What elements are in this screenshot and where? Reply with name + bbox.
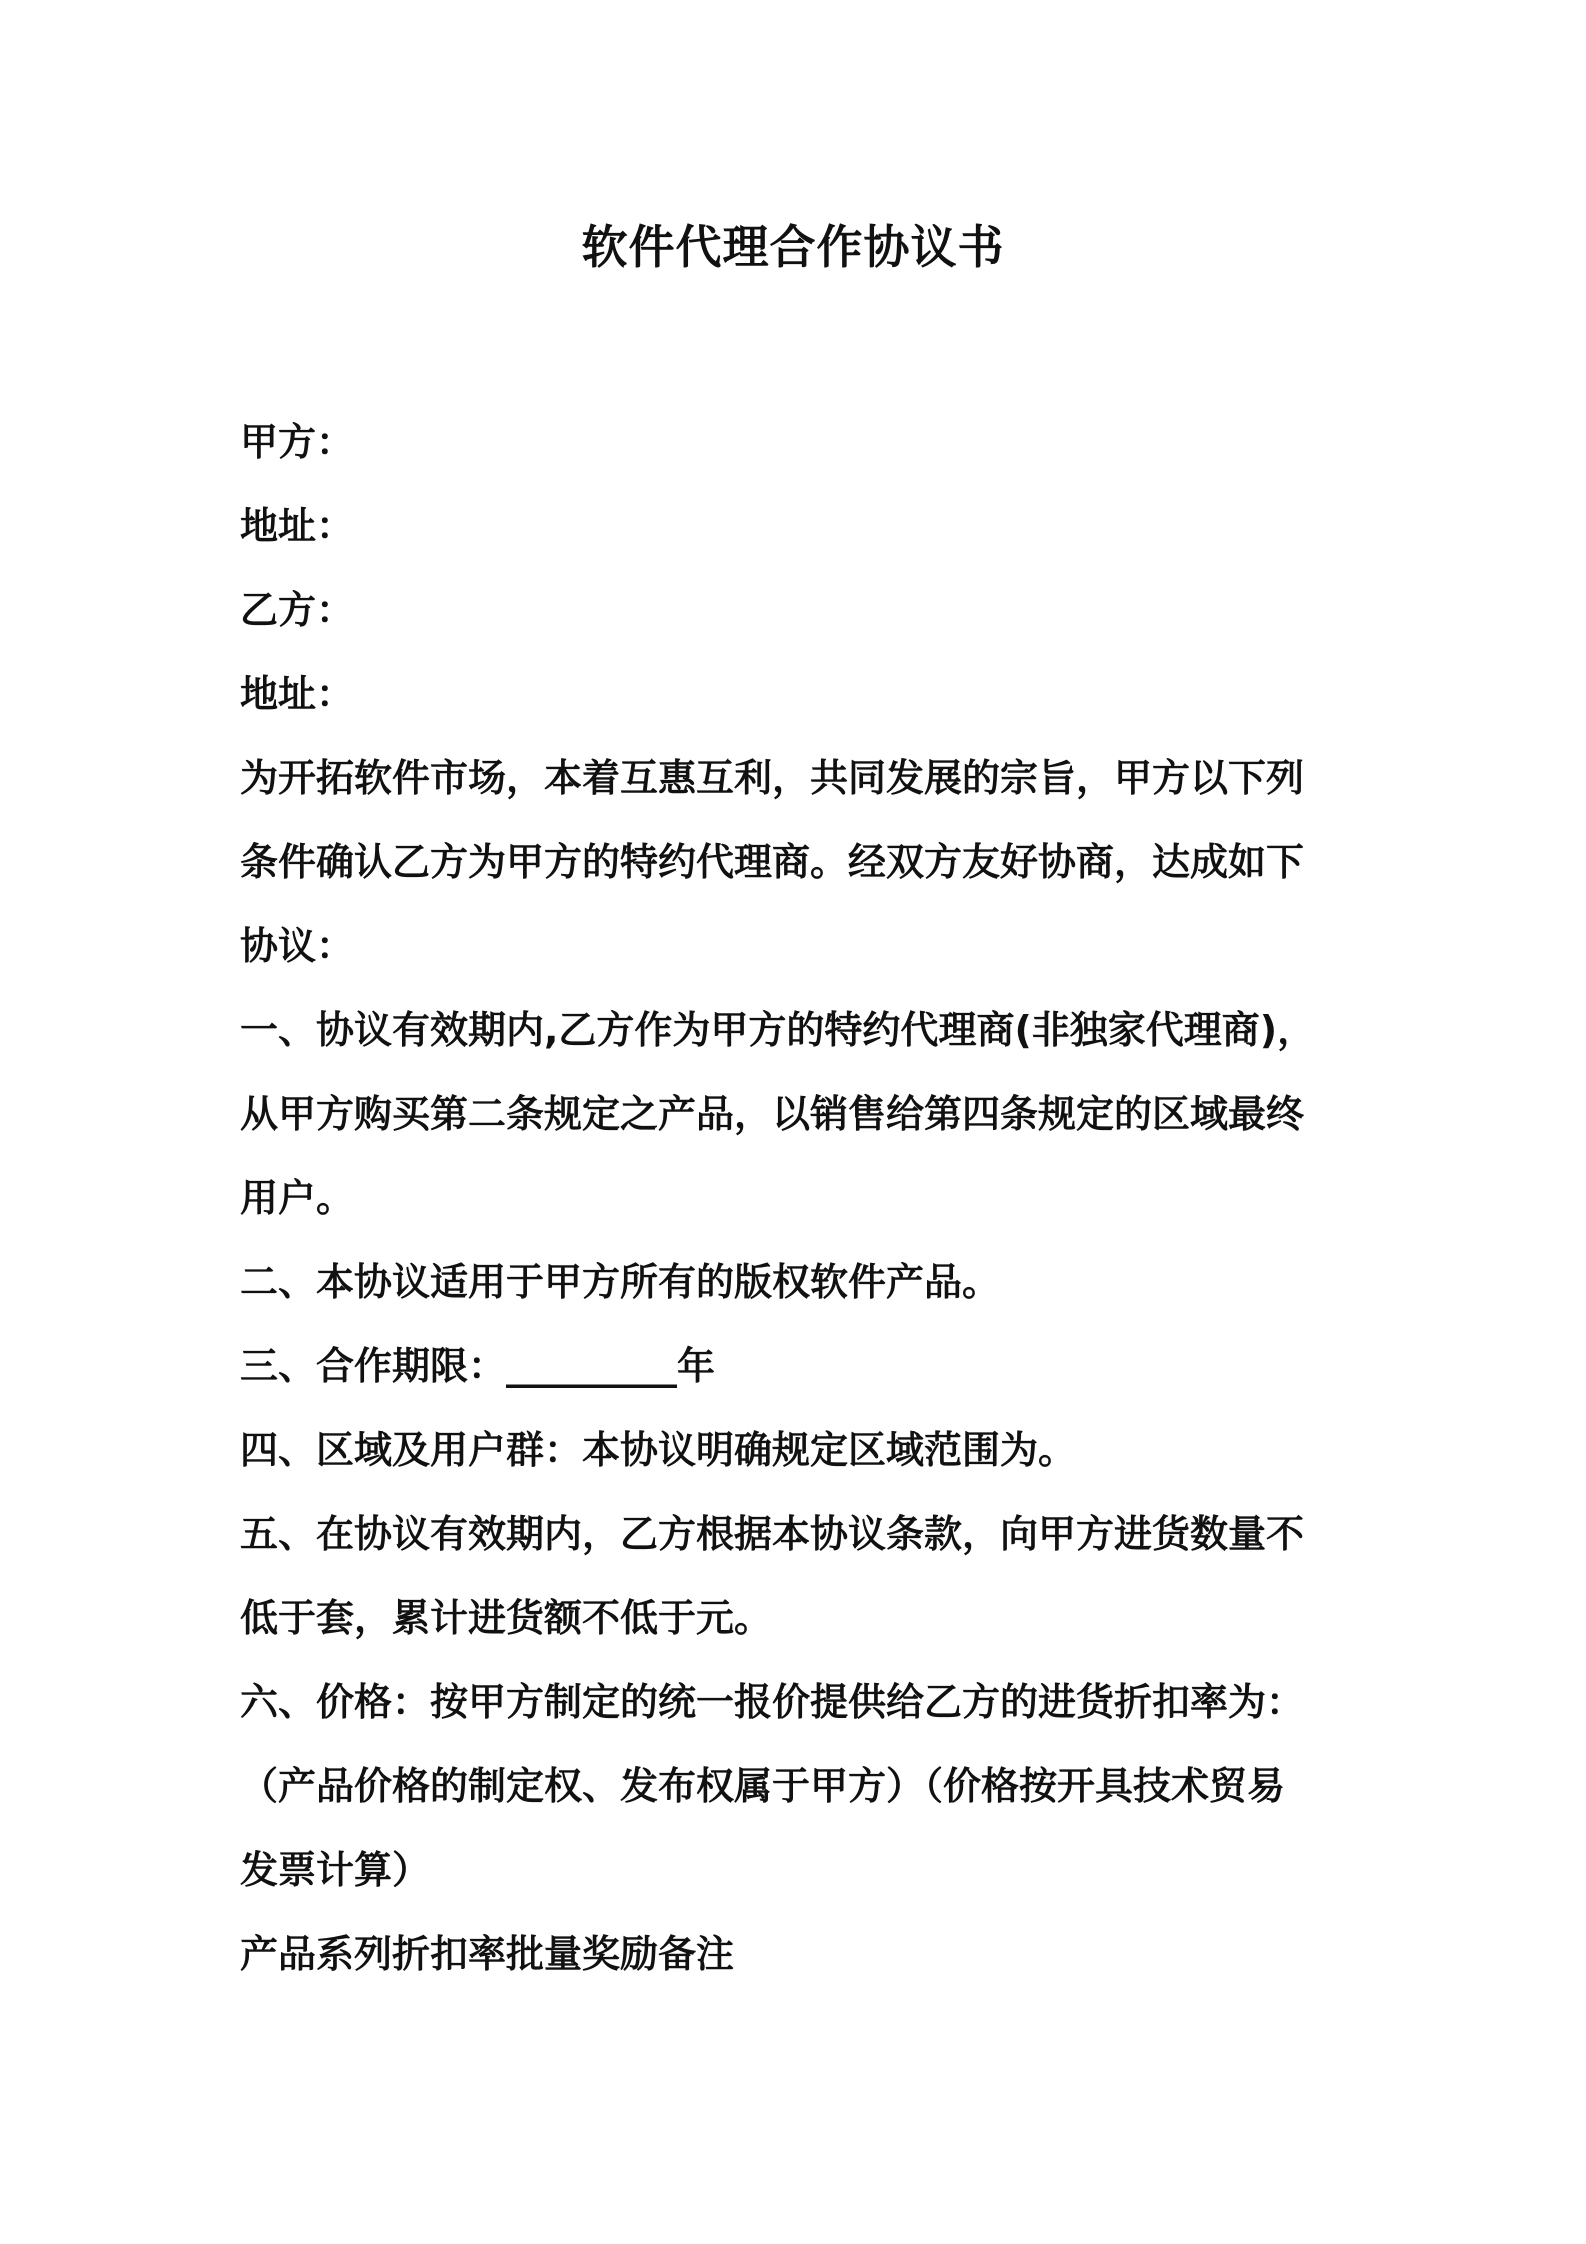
- clause-4: 四、区域及用户群：本协议明确规定区域范围为。: [240, 1428, 1077, 1472]
- clause-5-line-1: 五、在协议有效期内，乙方根据本协议条款，向甲方进货数量不: [240, 1512, 1305, 1556]
- product-table-header: 产品系列折扣率批量奖励备注: [240, 1932, 735, 1976]
- preamble-line-2: 条件确认乙方为甲方的特约代理商。经双方友好协商，达成如下: [240, 840, 1305, 884]
- party-b-label: 乙方：: [240, 588, 355, 632]
- clause-2: 二、本协议适用于甲方所有的版权软件产品。: [240, 1260, 1001, 1304]
- document-title: 软件代理合作协议书: [581, 220, 1005, 274]
- document-body: [240, 400, 1358, 1996]
- clause-1-line-3: 用户。: [240, 1176, 355, 1220]
- preamble-line-1: 为开拓软件市场，本着互惠互利，共同发展的宗旨，甲方以下列: [240, 756, 1305, 800]
- clause-6-line-3: 发票计算）: [240, 1848, 431, 1892]
- clause-1-line-1: 一、协议有效期内,乙方作为甲方的特约代理商(非独家代理商)，: [240, 1008, 1316, 1052]
- party-a-label: 甲方：: [240, 420, 355, 464]
- clause-5-line-2: 低于套，累计进货额不低于元。: [240, 1596, 773, 1640]
- party-a-address-label: 地址：: [240, 504, 355, 548]
- clause-6-line-2: （产品价格的制定权、发布权属于甲方）（价格按开具技术贸易: [240, 1764, 1286, 1808]
- preamble-line-3: 协议：: [240, 924, 355, 968]
- clause-3: 三、合作期限：_________年: [240, 1344, 716, 1388]
- clause-6-line-1: 六、价格：按甲方制定的统一报价提供给乙方的进货折扣率为：: [240, 1680, 1305, 1724]
- clause-1-line-2: 从甲方购买第二条规定之产品，以销售给第四条规定的区域最终: [240, 1092, 1305, 1136]
- party-b-address-label: 地址：: [240, 672, 355, 716]
